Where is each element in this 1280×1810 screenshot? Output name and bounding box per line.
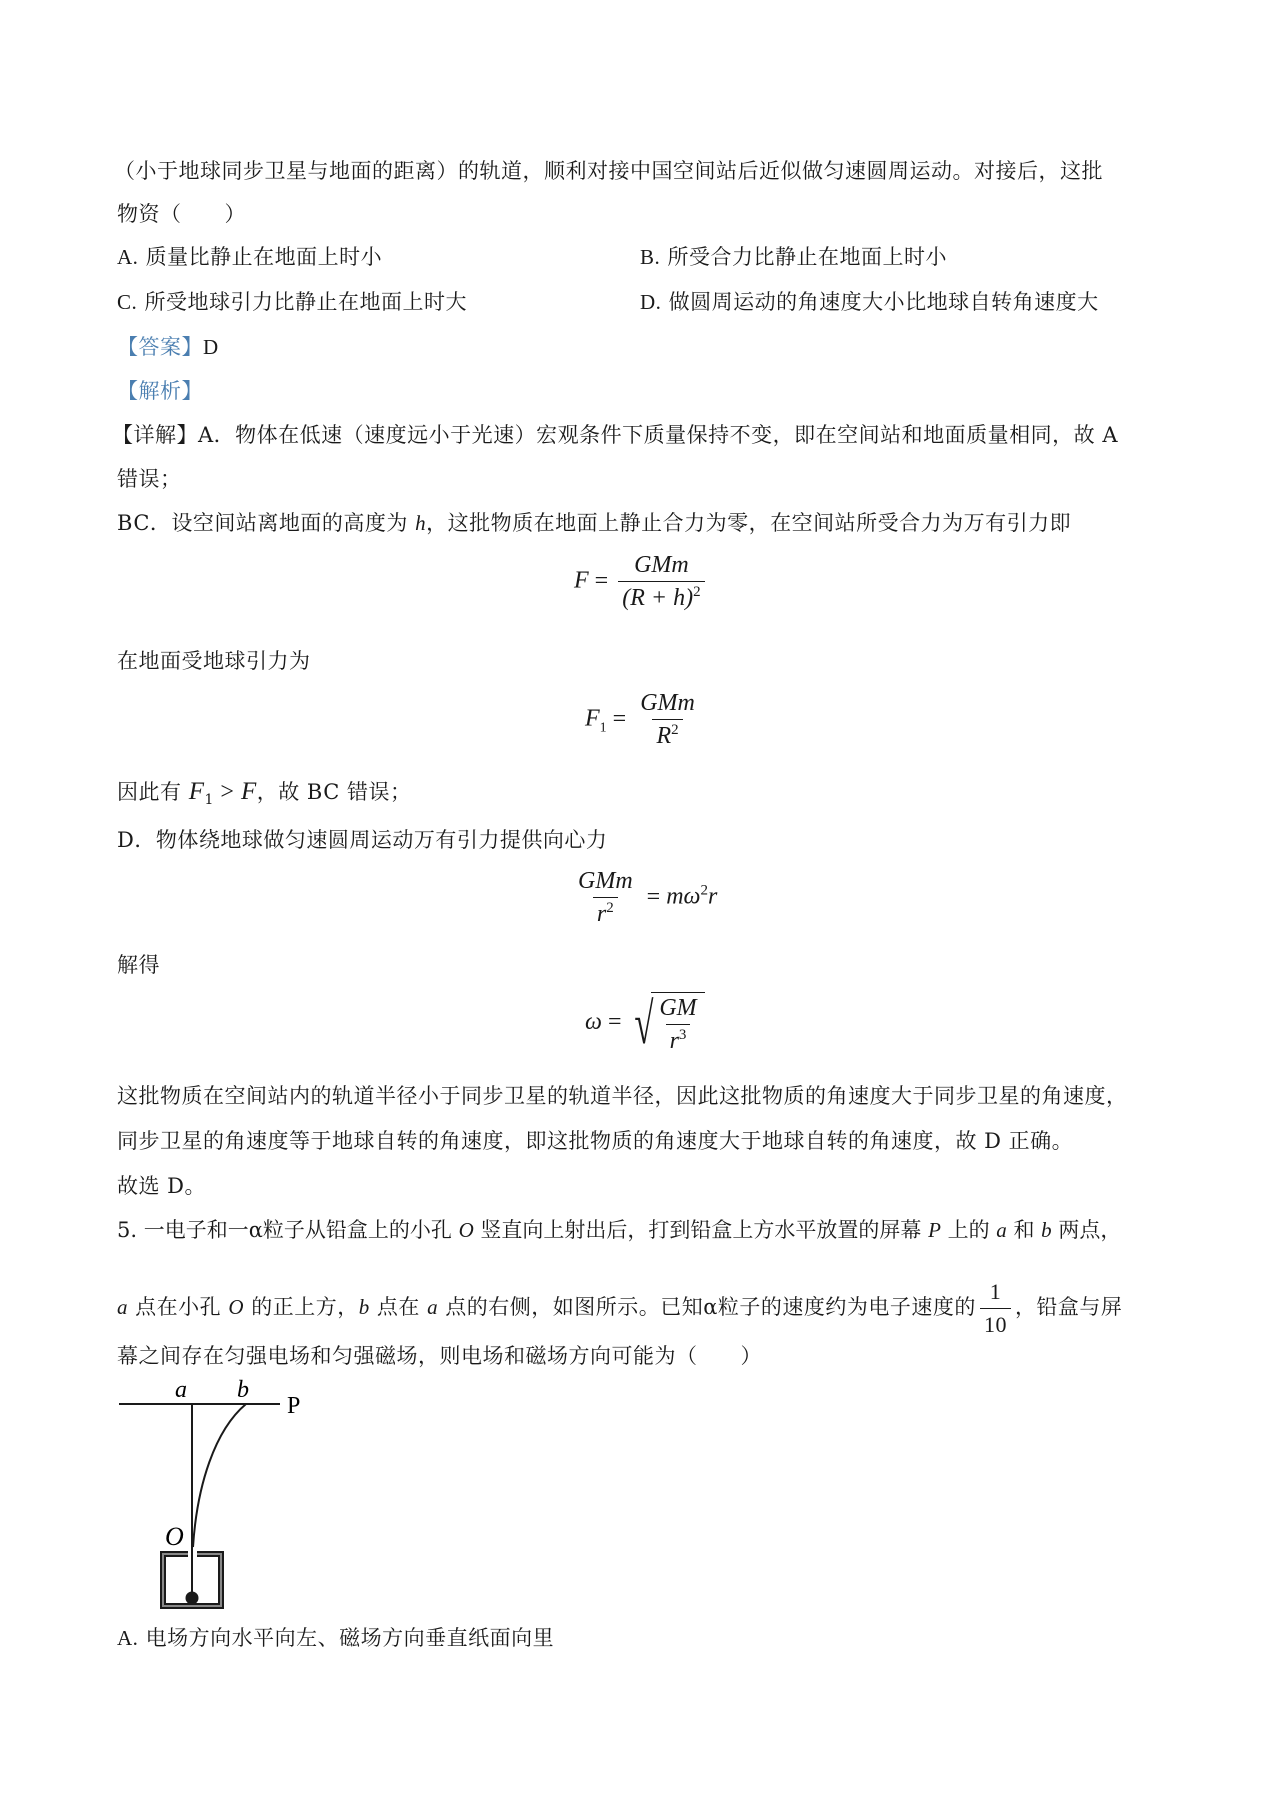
option-a [117, 243, 382, 271]
q5-line1-suffix: 两点， [1051, 1218, 1122, 1242]
electron-path [193, 1404, 246, 1547]
detail-a-line2: 错误； [117, 467, 182, 491]
sqrt-icon: √ [633, 990, 653, 1056]
radiation-source [186, 1592, 199, 1605]
compare-rhs: F [240, 778, 257, 805]
option-d [640, 288, 1099, 316]
answer-line [117, 333, 219, 361]
formula1-lhs: F [574, 567, 589, 594]
question-stem-line2: 物资（ ） [117, 202, 246, 226]
detail-bc-prefix: BC．设空间站离地面的高度为 [117, 511, 416, 535]
compare-op: > [213, 779, 241, 805]
formula2-num: GMm [640, 690, 695, 716]
option-b-label: B. [640, 245, 661, 269]
question-stem-line1: （小于地球同步卫星与地面的距离）的轨道，顺利对接中国空间站后近似做匀速圆周运动。对接后，这批 [114, 159, 1103, 183]
detail-bc-line [117, 509, 1071, 537]
detail-bc-suffix: ，这批物质在地面上静止合力为零，在空间站所受合力为万有引力即 [426, 511, 1072, 535]
fraction-one-tenth [980, 1278, 1011, 1339]
final-choice: 故选 D。 [117, 1174, 207, 1198]
detail-a-text: A．物体在低速（速度远小于光速）宏观条件下质量保持不变，即在空间站和地面质量相同，故 A [198, 423, 1119, 447]
detail-d-line: D．物体绕地球做匀速圆周运动万有引力提供向心力 [117, 828, 608, 852]
frac-num: 1 [989, 1279, 1002, 1304]
option-c [117, 288, 467, 316]
var-P: P [928, 1218, 941, 1242]
formula2-lhs: F [585, 705, 600, 732]
formula4-den-exp: 3 [678, 1027, 687, 1043]
conclusion-line2: 同步卫星的角速度等于地球自转的角速度，即这批物质的角速度大于地球自转的角速度，故 D 正确。 [117, 1129, 1074, 1153]
q5-line1-mid: 竖直向上射出后，打到铅盒上方水平放置的屏幕 [473, 1218, 929, 1242]
compare-line [117, 778, 411, 814]
var-b: b [1041, 1218, 1052, 1242]
q5-line1 [117, 1216, 1121, 1244]
formula2-den-exp: 2 [671, 722, 679, 738]
q5-option-a-text: 电场方向水平向左、磁场方向垂直纸面向里 [145, 1626, 555, 1650]
compare-prefix: 因此有 [117, 780, 189, 804]
formula1-den-exp: 2 [693, 584, 701, 600]
option-a-label: A. [117, 245, 139, 269]
formula2-den: R [656, 723, 672, 749]
label-a: a [175, 1377, 187, 1403]
var-O: O [228, 1295, 245, 1319]
var-b: b [358, 1295, 370, 1319]
q5-line1-mid2: 上的 [940, 1218, 997, 1242]
option-b-text: 所受合力比静止在地面上时小 [667, 245, 947, 269]
formula-angular-velocity: ω = √ $\frac{GM}{r^3}$ [585, 992, 705, 1055]
label-O: O [165, 1522, 184, 1551]
option-d-label: D. [640, 290, 662, 314]
option-b [640, 243, 947, 271]
solve-text: 解得 [117, 953, 160, 977]
formula1-den: (R + h) [622, 585, 694, 611]
formula1-num: GMm [634, 552, 689, 578]
q5-line2 [117, 1278, 1122, 1339]
var-O: O [458, 1218, 474, 1242]
ground-gravity-text: 在地面受地球引力为 [117, 649, 311, 673]
compare-suffix: ，故 BC 错误； [256, 780, 412, 804]
option-d-text: 做圆周运动的角速度大小比地球自转角速度大 [668, 290, 1099, 314]
label-P: P [287, 1393, 301, 1419]
compare-sub: 1 [204, 792, 214, 809]
q5-line2-t2: 的正上方， [244, 1295, 359, 1319]
label-b: b [237, 1377, 249, 1403]
answer-value: D [203, 335, 219, 359]
q5-line1-and: 和 [1006, 1218, 1042, 1242]
var-h: h [415, 511, 427, 535]
formula3-den-exp: 2 [606, 900, 614, 916]
formula2-lhs-sub: 1 [599, 720, 607, 736]
formula4-lhs: ω [585, 1009, 602, 1036]
var-a: a [117, 1295, 128, 1319]
conclusion-line1: 这批物质在空间站内的轨道半径小于同步卫星的轨道半径，因此这批物质的角速度大于同步卫星的角速度， [117, 1084, 1128, 1108]
q5-line2-t3: 点在 [369, 1295, 428, 1319]
formula4-num: GM [659, 995, 697, 1021]
answer-tag: 【答案】 [117, 335, 203, 359]
q5-line2-t4: 点的右侧，如图所示。已知α粒子的速度约为电子速度的 [438, 1295, 976, 1319]
q5-line2-t1: 点在小孔 [128, 1295, 229, 1319]
option-c-label: C. [117, 290, 138, 314]
formula3-den: r [596, 901, 607, 927]
frac-den: 10 [980, 1308, 1011, 1339]
option-a-text: 质量比静止在地面上时小 [145, 245, 383, 269]
formula3-rhs: mω [666, 883, 701, 910]
detail-a-line1 [112, 421, 1118, 449]
formula3-rhs-tail: r [707, 883, 718, 910]
formula-gravity-ground: $F_1$ = $\frac{\text{GMm}}{R^2}$ [585, 690, 703, 750]
formula4-den: r [669, 1028, 679, 1054]
q5-line3: 幕之间存在匀强电场和匀强磁场，则电场和磁场方向可能为（ ） [117, 1344, 762, 1368]
formula3-rhs-exp: 2 [700, 882, 708, 899]
q5-option-a [117, 1624, 554, 1652]
lead-box-diagram [110, 1375, 330, 1625]
compare-lhs: F [188, 778, 205, 805]
option-c-text: 所受地球引力比静止在地面上时大 [144, 290, 467, 314]
var-a: a [996, 1218, 1007, 1242]
var-a: a [427, 1295, 439, 1319]
q5-line1-prefix: 5. 一电子和一α粒子从铅盒上的小孔 [117, 1218, 459, 1242]
formula-centripetal: $\frac{\text{GMm}}{r^2}$ = $m\omega^2r$ [570, 868, 717, 928]
q5-option-a-label: A. [117, 1626, 139, 1650]
analysis-tag: 【解析】 [117, 379, 203, 403]
formula3-num: GMm [578, 868, 633, 894]
detail-tag: 【详解】 [112, 423, 198, 447]
formula-gravity-orbit: F = $\frac{\text{GMm}}{(R + h)^2}$ [574, 552, 709, 612]
q5-line2-suffix: ，铅盒与屏 [1014, 1295, 1123, 1319]
